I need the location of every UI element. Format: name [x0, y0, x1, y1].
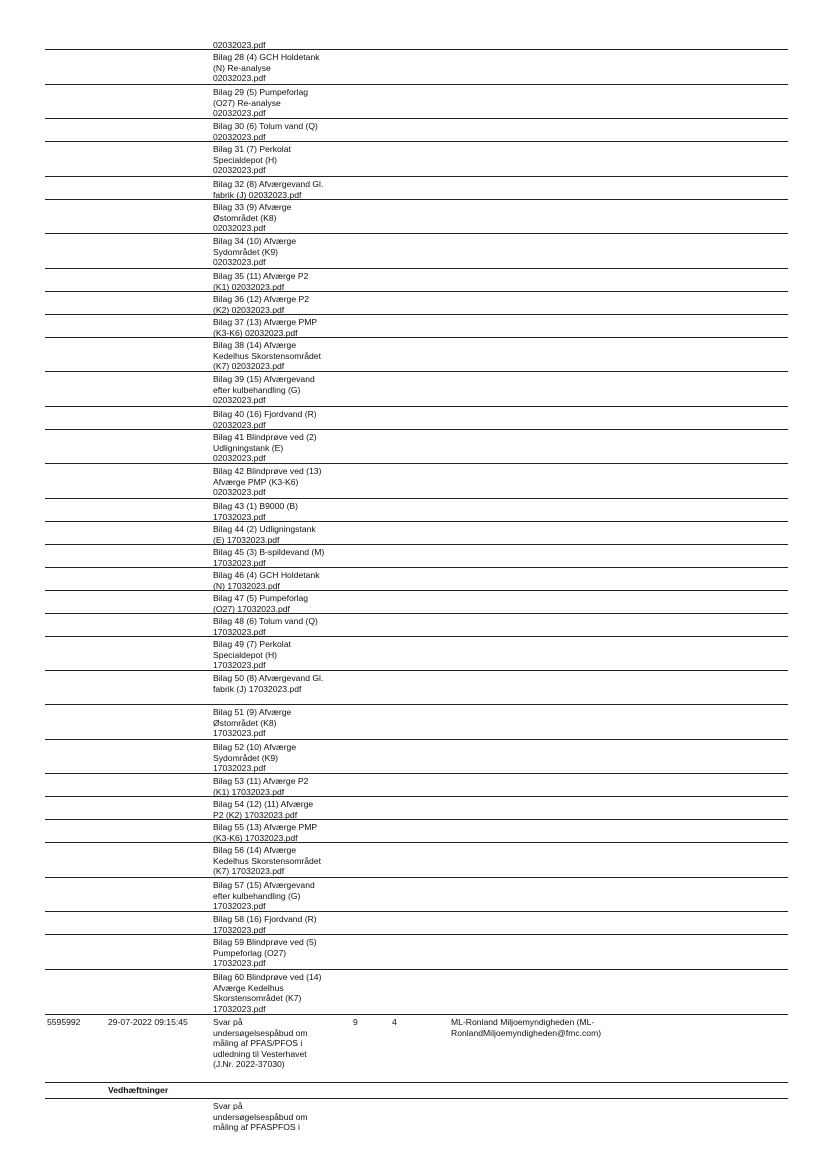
attachment-filename: Bilag 32 (8) Afværgevand Gl. fabrik (J) 02032023.pdf	[213, 179, 324, 200]
attachment-row	[45, 200, 788, 234]
attachment-row	[45, 292, 788, 315]
attachment-row	[45, 671, 788, 705]
record-sender: ML-Ronland Miljoemyndigheden (ML- RonlandMiljoemyndigheden@fmc.com)	[451, 1017, 602, 1038]
attachment-row	[45, 315, 788, 338]
attachment-filename: Bilag 42 Blindprøve ved (13) Afværge PMP (K3-K6) 02032023.pdf	[213, 466, 322, 497]
attachment-filename: Bilag 34 (10) Afværge Sydområdet (K9) 02032023.pdf	[213, 236, 297, 267]
attachment-row	[45, 338, 788, 372]
attachments-header-row	[45, 1083, 788, 1099]
attachment-filename: Bilag 54 (12) (11) Afværge P2 (K2) 17032023.pdf	[213, 799, 314, 820]
attachment-filename: Bilag 48 (6) Tolum vand (Q) 17032023.pdf	[213, 616, 318, 637]
attachment-filename: Bilag 28 (4) GCH Holdetank (N) Re-analyse 02032023.pdf	[213, 52, 320, 83]
attachment-row	[45, 234, 788, 269]
attachment-filename: Bilag 47 (5) Pumpeforlag (O27) 17032023.pdf	[213, 593, 309, 614]
attachment-filename: Bilag 39 (15) Afværgevand efter kulbehandling (G) 02032023.pdf	[213, 374, 315, 405]
attachment-row	[45, 591, 788, 614]
record-count-2: 4	[392, 1017, 397, 1027]
attachment-filename: Bilag 45 (3) B-spildevand (M) 17032023.pdf	[213, 547, 325, 568]
attachment-row	[45, 912, 788, 935]
attachment-row	[45, 568, 788, 591]
attachment-filename: Bilag 40 (16) Fjordvand (R) 02032023.pdf	[213, 409, 317, 430]
attachment-row	[45, 1099, 788, 1139]
attachment-filename: Bilag 53 (11) Afværge P2 (K1) 17032023.pdf	[213, 776, 309, 797]
attachment-filename: Bilag 44 (2) Udligningstank (E) 17032023.pdf	[213, 524, 316, 545]
attachment-filename: Bilag 57 (15) Afværgevand efter kulbehandling (G) 17032023.pdf	[213, 880, 315, 911]
attachment-row	[45, 85, 788, 119]
record-id: 5595992	[47, 1017, 81, 1027]
attachment-row	[45, 970, 788, 1015]
attachment-filename: Bilag 50 (8) Afværgevand Gl. fabrik (J) 17032023.pdf	[213, 673, 324, 694]
attachment-filename: Bilag 49 (7) Perkolat Specialdepot (H) 17032023.pdf	[213, 639, 291, 670]
attachment-filename: Bilag 35 (11) Afværge P2 (K1) 02032023.pdf	[213, 271, 309, 292]
attachment-row	[45, 797, 788, 820]
attachment-filename: Bilag 56 (14) Afværge Kedelhus Skorstensområdet (K7) 17032023.pdf	[213, 845, 321, 876]
attachment-filename: Bilag 41 Blindprøve ved (2) Udligningstank (E) 02032023.pdf	[213, 432, 317, 463]
attachment-filename: Svar på undersøgelsespåbud om måling af PFASPFOS i	[213, 1101, 308, 1132]
record-datetime: 29-07-2022 09:15:45	[108, 1017, 188, 1027]
attachment-filename: Bilag 52 (10) Afværge Sydområdet (K9) 17032023.pdf	[213, 742, 297, 773]
attachment-row	[45, 38, 788, 50]
attachment-row	[45, 522, 788, 545]
attachment-filename: Bilag 43 (1) B9000 (B) 17032023.pdf	[213, 501, 299, 522]
attachment-list	[45, 38, 788, 1015]
attachment-row	[45, 177, 788, 200]
attachment-row	[45, 774, 788, 797]
attachment-row	[45, 142, 788, 177]
attachment-row	[45, 705, 788, 740]
attachment-filename: Bilag 60 Blindprøve ved (14) Afværge Kedelhus Skorstensområdet (K7) 17032023.pdf	[213, 972, 322, 1014]
attachment-filename: Bilag 33 (9) Afværge Østområdet (K8) 02032023.pdf	[213, 202, 292, 233]
attachment-row	[45, 119, 788, 142]
attachment-row	[45, 637, 788, 671]
attachment-row	[45, 545, 788, 568]
attachment-row	[45, 430, 788, 464]
attachment-row	[45, 407, 788, 430]
attachment-filename: Bilag 36 (12) Afværge P2 (K2) 02032023.pdf	[213, 294, 310, 315]
attachment-filename: Bilag 58 (16) Fjordvand (R) 17032023.pdf	[213, 914, 317, 935]
attachment-row	[45, 843, 788, 878]
attachment-filename: Bilag 31 (7) Perkolat Specialdepot (H) 02032023.pdf	[213, 144, 291, 175]
attachment-filename: Bilag 38 (14) Afværge Kedelhus Skorstensområdet (K7) 02032023.pdf	[213, 340, 321, 371]
attachments-header: Vedhæftninger	[108, 1085, 169, 1095]
attachment-row	[45, 740, 788, 774]
attachment-row	[45, 499, 788, 522]
record-subject: Svar på undersøgelsespåbud om måling af PFAS/PFOS i udledning til Vesterhavet (J.Nr. 2022-37030)	[213, 1017, 308, 1069]
attachment-row	[45, 820, 788, 843]
document-table	[45, 38, 788, 1139]
attachment-filename: Bilag 51 (9) Afværge Østområdet (K8) 17032023.pdf	[213, 707, 292, 738]
record-row	[45, 1015, 788, 1083]
record-count-1: 9	[353, 1017, 358, 1027]
attachment-filename: Bilag 55 (13) Afværge PMP (K3-K6) 17032023.pdf	[213, 822, 318, 843]
attachment-row	[45, 372, 788, 407]
attachment-filename: Bilag 37 (13) Afværge PMP (K3-K6) 02032023.pdf	[213, 317, 318, 338]
attachment-row	[45, 50, 788, 85]
attachment-filename: Bilag 46 (4) GCH Holdetank (N) 17032023.pdf	[213, 570, 320, 591]
attachment-row	[45, 269, 788, 292]
attachment-row	[45, 464, 788, 499]
attachment-row	[45, 614, 788, 637]
attachment-filename: Bilag 29 (5) Pumpeforlag (O27) Re-analyse 02032023.pdf	[213, 87, 309, 118]
attachment-row	[45, 935, 788, 970]
attachment-row	[45, 878, 788, 912]
attachment-filename: 02032023.pdf	[213, 40, 266, 50]
attachment-filename: Bilag 59 Blindprøve ved (5) Pumpeforlag (O27) 17032023.pdf	[213, 937, 317, 968]
attachment-filename: Bilag 30 (6) Tolum vand (Q) 02032023.pdf	[213, 121, 318, 142]
